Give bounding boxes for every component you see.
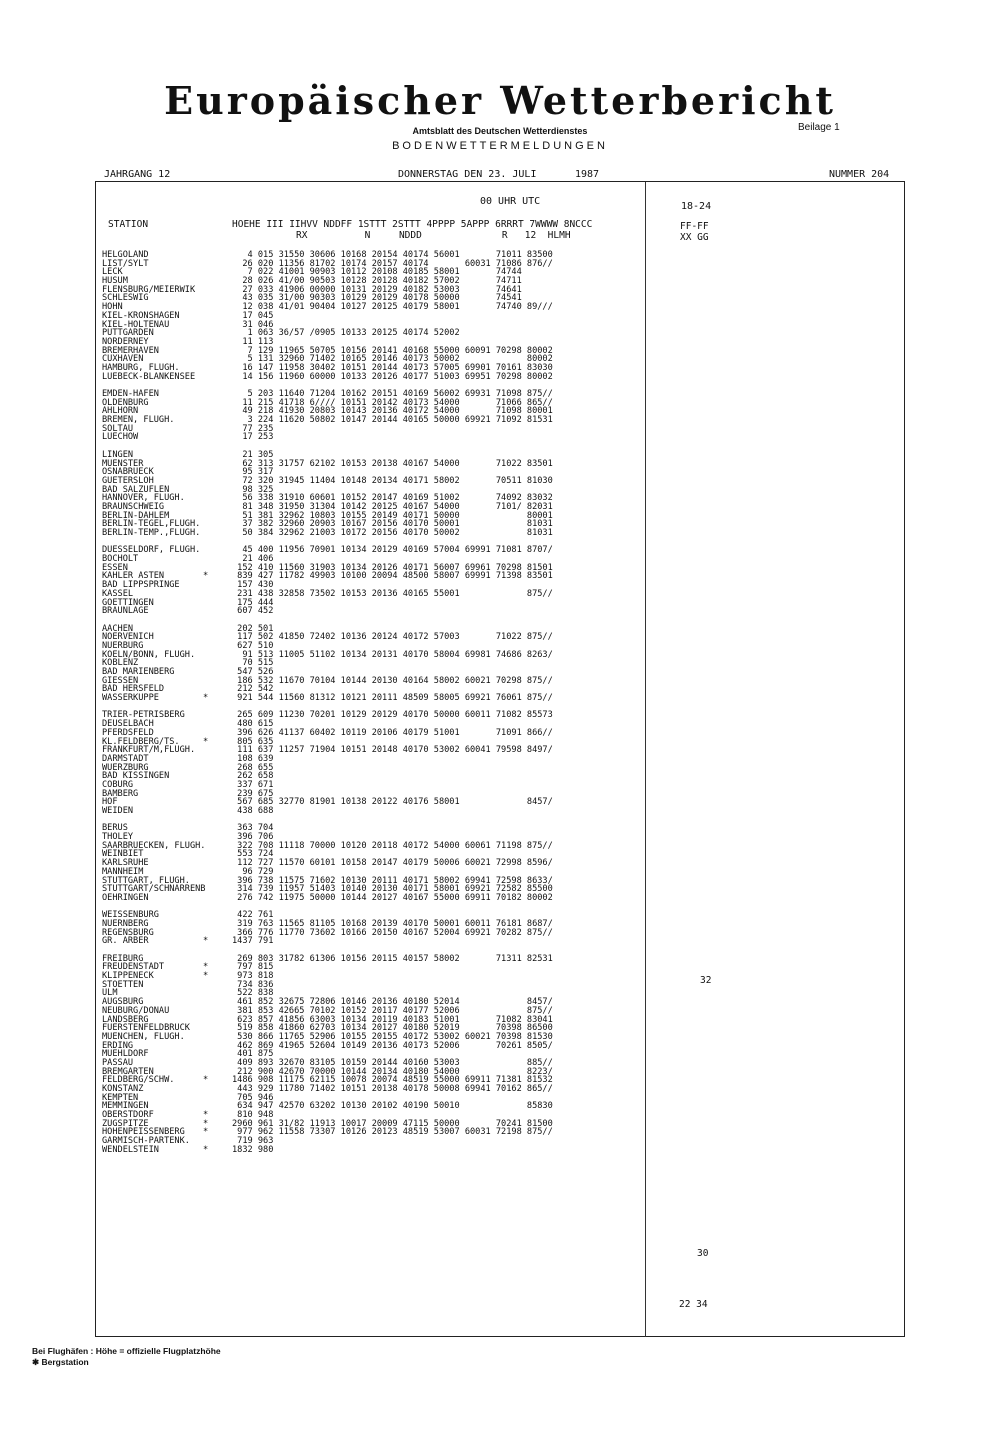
station-name: BOCHOLT [102, 554, 139, 565]
station-data: 239 675 [232, 788, 274, 799]
table-row [102, 807, 642, 816]
station-data: 12 038 41/01 90404 10127 20125 40179 58001 74740 89/// [232, 302, 553, 313]
code-header-line1: HOEHE III IIHVV NDDFF 1STTT 2STTT 4PPPP 5APPP 6RRRT 7WWWW 8NCCC [232, 219, 593, 230]
station-name: REGENSBURG [102, 927, 154, 938]
table-row [102, 937, 642, 946]
station-name: OBERSTDORF [102, 1110, 154, 1121]
table-row [102, 633, 642, 642]
station-data: 28 026 41/00 90503 10128 20128 40182 57002 74711 [232, 276, 522, 287]
station-name: FRANKFURT/M,FLUGH. [102, 745, 196, 756]
station-name: OLDENBURG [102, 397, 149, 408]
station-data: 422 761 [232, 910, 274, 921]
station-name: KASSEL [102, 588, 134, 599]
station-data: 21 406 [232, 554, 274, 565]
station-name: KL.FELDBERG/TS. [102, 736, 180, 747]
station-flag: * [203, 971, 209, 982]
station-name: GUETERSLOH [102, 475, 154, 486]
table-row [102, 416, 642, 425]
table-row [102, 711, 642, 720]
table-row [102, 477, 642, 486]
station-data: 45 400 11956 70901 10134 20129 40169 57004 69991 71081 8707/ [232, 545, 553, 556]
station-data: 17 045 [232, 310, 274, 321]
station-data: 77 235 [232, 423, 274, 434]
table-row [102, 1102, 642, 1111]
station-data: 37 382 32960 20903 10167 20156 40170 50001 81031 [232, 519, 553, 530]
table-row [102, 772, 642, 781]
station-name: PFERDSFELD [102, 727, 154, 738]
station-name: STUTTGART/SCHNARRENB [102, 884, 206, 895]
station-data: 1 063 36/57 /0905 10133 20125 40174 52002 [232, 328, 460, 339]
station-name: GR. ARBER [102, 936, 149, 947]
station-flag: * [203, 962, 209, 973]
station-name: BERLIN-TEGEL,FLUGH. [102, 519, 201, 530]
station-name: NORDERNEY [102, 336, 149, 347]
station-name: BREMGARTEN [102, 1066, 154, 1077]
station-data: 480 615 [232, 719, 274, 730]
station-name: KIEL-KRONSHAGEN [102, 310, 180, 321]
station-data: 50 384 32962 21003 10172 20156 40170 50002 81031 [232, 528, 553, 538]
station-name: DARMSTADT [102, 753, 149, 764]
report-date: DONNERSTAG DEN 23. JULI [398, 169, 537, 180]
station-name: BERLIN-DAHLEM [102, 510, 170, 521]
station-data: 443 929 11780 71402 10151 20138 40178 50008 69941 70162 865// [232, 1084, 553, 1094]
station-name: WEIDEN [102, 806, 134, 816]
station-name: FELDBERG/SCHW. [102, 1075, 175, 1086]
station-data: 314 739 11957 51403 10140 20130 40171 58001 69921 72582 85500 [232, 884, 553, 895]
station-data: 567 685 32770 81901 10138 20122 40176 58001 8457/ [232, 797, 553, 808]
table-row [102, 694, 642, 703]
station-name: KIEL-HOLTENAU [102, 319, 170, 330]
station-data: 322 708 11118 70000 10120 20118 40172 54000 60061 71198 875// [232, 840, 553, 851]
station-name: SOLTAU [102, 423, 134, 434]
station-data: 108 639 [232, 753, 274, 764]
station-data: 396 626 41137 60402 10119 20106 40179 51001 71091 866// [232, 727, 553, 738]
station-data: 31 046 [232, 319, 274, 330]
station-name: HOHN [102, 302, 123, 313]
station-data: 152 410 11560 31903 10134 20126 40171 56007 69961 70298 81501 [232, 562, 553, 573]
station-data: 973 818 [232, 971, 274, 982]
station-data: 96 729 [232, 866, 274, 877]
group-spacer [102, 442, 642, 451]
station-name: WEINBIET [102, 849, 144, 860]
station-data: 49 218 41930 20803 10143 20136 40172 54000 71098 80001 [232, 406, 553, 417]
table-row [102, 433, 642, 442]
station-data: 70 515 [232, 658, 274, 669]
station-data: 734 836 [232, 979, 274, 990]
station-data: 11 215 41718 6//// 10151 20142 40173 54000 71066 865// [232, 397, 553, 408]
table-row [102, 659, 642, 668]
station-name: HUSUM [102, 276, 128, 287]
station-name: PASSAU [102, 1057, 134, 1068]
station-name: BRAUNLAGE [102, 606, 149, 617]
station-data: 7 022 41001 90903 10112 20108 40185 58001 74744 [232, 267, 522, 278]
station-name: LECK [102, 267, 123, 278]
station-name: GARMISCH-PARTENK. [102, 1136, 190, 1147]
station-name: AACHEN [102, 623, 134, 634]
station-data: 810 948 [232, 1110, 274, 1121]
table-row [102, 1042, 642, 1051]
station-name: SAARBRUECKEN, FLUGH. [102, 840, 206, 851]
table-row [102, 746, 642, 755]
station-flag: * [203, 1075, 209, 1086]
station-data: 921 544 11560 81312 10121 20111 48509 58005 69921 76061 875// [232, 693, 553, 704]
station-name: KEMPTEN [102, 1092, 139, 1103]
right-note-3: 22 34 [679, 1299, 708, 1310]
station-name: TRIER-PETRISBERG [102, 710, 185, 721]
table-row [102, 963, 642, 972]
station-name: OSNABRUECK [102, 467, 154, 478]
station-data: 17 253 [232, 432, 274, 443]
station-name: NUERNBERG [102, 918, 149, 929]
station-name: ULM [102, 988, 118, 999]
report-year: 1987 [575, 169, 600, 180]
station-name: HAMBURG, FLUGH. [102, 362, 180, 373]
table-row [102, 798, 642, 807]
station-data: 409 893 32670 83105 10159 20144 40160 53003 885// [232, 1057, 553, 1068]
station-data: 11 113 [232, 336, 274, 347]
table-row [102, 894, 642, 903]
station-name: FUERSTENFELDBRUCK [102, 1023, 190, 1034]
station-data: 381 853 42665 70102 10152 20117 40177 52006 875// [232, 1005, 553, 1016]
station-data: 91 513 11005 51102 10134 20131 40170 58004 69981 74686 8263/ [232, 649, 553, 660]
code-header-line2: RX N NDDD R 12 HLMH [296, 230, 571, 241]
station-name: KLIPPENECK [102, 971, 154, 982]
station-name: OEHRINGEN [102, 892, 149, 903]
station-data: 95 317 [232, 467, 274, 478]
table-row [102, 425, 642, 434]
station-name: LUEBECK-BLANKENSEE [102, 371, 196, 382]
station-name: FREIBURG [102, 953, 144, 964]
station-data: 719 963 [232, 1136, 274, 1147]
table-row [102, 312, 642, 321]
table-row [102, 546, 642, 555]
table-row [102, 781, 642, 790]
station-data: 14 156 11960 60000 10133 20126 40177 51003 69951 70298 80002 [232, 371, 553, 382]
station-data: 212 900 42670 70000 10144 20134 40180 54000 8223/ [232, 1066, 553, 1077]
table-row [102, 1146, 642, 1155]
table-row [102, 572, 642, 581]
station-name: KOBLENZ [102, 658, 139, 669]
station-data: 607 452 [232, 606, 274, 617]
station-name: PUTTGARDEN [102, 328, 154, 339]
right-note-2: 30 [697, 1248, 709, 1259]
station-name: BAD HERSFELD [102, 684, 165, 695]
station-data: 157 430 [232, 580, 274, 591]
station-name: SCHLESWIG [102, 293, 149, 304]
footnote-mountain: ✱ Bergstation [32, 1357, 89, 1367]
table-row [102, 303, 642, 312]
station-data: 27 033 41906 00000 10131 20129 40182 53003 74641 [232, 284, 522, 295]
station-name: BERLIN-TEMP.,FLUGH. [102, 528, 201, 538]
station-flag: * [203, 1144, 209, 1155]
station-name: WENDELSTEIN [102, 1144, 159, 1155]
station-data: 461 852 32675 72806 10146 20136 40180 52014 8457/ [232, 997, 553, 1008]
station-data: 1437 791 [232, 936, 274, 947]
station-name: GOETTINGEN [102, 597, 154, 608]
station-name: FLENSBURG/MEIERWIK [102, 284, 196, 295]
station-name: MANNHEIM [102, 866, 144, 877]
station-name: ZUGSPITZE [102, 1118, 149, 1129]
station-data: 363 704 [232, 823, 274, 834]
station-data: 366 776 11770 73602 10166 20150 40167 52004 69921 70282 875// [232, 927, 553, 938]
station-name: LUECHOW [102, 432, 139, 443]
station-data: 522 838 [232, 988, 274, 999]
station-name: MUENCHEN, FLUGH. [102, 1031, 185, 1042]
station-data: 5 203 11640 71204 10162 20151 40169 56002 69931 71098 875// [232, 389, 553, 399]
table-row [102, 842, 642, 851]
station-data: 547 526 [232, 667, 274, 677]
station-data: 530 866 11765 52906 10155 20155 40172 53002 60021 70398 81530 [232, 1031, 553, 1042]
station-name: BAD LIPPSPRINGE [102, 580, 180, 591]
station-data: 276 742 11975 50000 10144 20127 40167 55000 69911 70182 80002 [232, 892, 553, 903]
station-table [102, 251, 642, 1155]
station-name: HANNOVER, FLUGH. [102, 493, 185, 504]
station-data: 1832 980 [232, 1144, 274, 1155]
station-name: BAMBERG [102, 788, 139, 799]
station-name: BRAUNSCHWEIG [102, 501, 165, 512]
station-name: BAD SALZUFLEN [102, 484, 170, 495]
station-data: 4 015 31550 30606 10168 20154 40174 56001 71011 83500 [232, 250, 553, 260]
station-name: BERUS [102, 823, 128, 834]
station-data: 111 637 11257 71904 10151 20148 40170 53002 60041 79598 8497/ [232, 745, 553, 756]
station-name: DEUSELBACH [102, 719, 154, 730]
station-name: NOERVENICH [102, 632, 154, 643]
station-flag: * [203, 1127, 209, 1138]
station-name: HELGOLAND [102, 250, 149, 260]
table-row [102, 607, 642, 616]
station-name: NUERBURG [102, 640, 144, 651]
utc-label: 00 UHR UTC [480, 196, 541, 207]
table-row [102, 859, 642, 868]
station-name: KAHLER ASTEN [102, 571, 165, 582]
station-data: 1486 908 11175 62115 10078 20074 48519 55000 69911 71381 81532 [232, 1075, 553, 1086]
station-flag: * [203, 693, 209, 704]
table-row [102, 651, 642, 660]
report-title: Europäischer Wetterbericht [164, 78, 836, 123]
station-name: NEUBURG/DONAU [102, 1005, 170, 1016]
group-spacer [102, 903, 642, 912]
station-name: MUENSTER [102, 458, 144, 469]
beilage-label: Beilage 1 [798, 122, 840, 133]
station-name: COBURG [102, 779, 134, 790]
station-name: STOETTEN [102, 979, 144, 990]
table-row [102, 929, 642, 938]
station-data: 186 532 11670 70104 10144 20130 40164 58002 60021 70298 875// [232, 675, 553, 686]
station-name: KARLSRUHE [102, 858, 149, 869]
station-flag: * [203, 571, 209, 582]
right-header-line1: FF-FF [680, 221, 709, 232]
station-name: BAD MARIENBERG [102, 667, 175, 677]
table-row [102, 824, 642, 833]
table-row [102, 955, 642, 964]
station-data: 202 501 [232, 623, 274, 634]
station-data: 634 947 42570 63202 10130 20102 40190 50010 85830 [232, 1101, 553, 1112]
table-row [102, 373, 642, 382]
station-data: 262 658 [232, 771, 274, 782]
table-row [102, 729, 642, 738]
station-data: 81 348 31950 31304 10142 20125 40167 54000 7101/ 82031 [232, 501, 553, 512]
station-data: 175 444 [232, 597, 274, 608]
station-name: AUGSBURG [102, 997, 144, 1008]
table-row [102, 1137, 642, 1146]
station-data: 2960 961 31/82 11913 10017 20009 47115 50000 70241 81500 [232, 1118, 553, 1129]
station-data: 977 962 11558 73307 10126 20123 48519 53007 60031 72198 875// [232, 1127, 553, 1138]
table-row [102, 755, 642, 764]
station-data: 319 763 11565 81105 10168 20139 40170 50001 60011 76181 8687/ [232, 918, 553, 929]
table-row [102, 529, 642, 538]
station-data: 839 427 11782 49903 10100 20094 48500 58007 69991 71398 83501 [232, 571, 553, 582]
station-name: MUEHLDORF [102, 1049, 149, 1060]
station-data: 797 815 [232, 962, 274, 973]
station-data: 98 325 [232, 484, 274, 495]
column-separator [645, 182, 646, 1337]
report-number: NUMMER 204 [829, 169, 890, 180]
station-data: 5 131 32960 71402 10165 20146 40173 50002 80002 [232, 354, 553, 365]
station-header: STATION [108, 219, 149, 230]
station-name: MEMMINGEN [102, 1101, 149, 1112]
station-data: 51 381 32962 10803 10155 20149 40171 50000 80001 [232, 510, 553, 521]
station-data: 43 035 31/00 90303 10129 20129 40178 50000 74541 [232, 293, 522, 304]
station-data: 396 706 [232, 832, 274, 843]
range-label: 18-24 [681, 201, 712, 212]
right-header-line2: XX GG [680, 232, 709, 243]
station-data: 438 688 [232, 806, 274, 816]
station-flag: * [203, 1118, 209, 1129]
station-name: WEISSENBURG [102, 910, 159, 921]
station-data: 268 655 [232, 762, 274, 773]
station-name: LIST/SYLT [102, 258, 149, 269]
station-name: WASSERKUPPE [102, 693, 159, 704]
station-flag: * [203, 1110, 209, 1121]
group-spacer [102, 816, 642, 825]
right-note-1: 32 [700, 975, 712, 986]
station-name: WUERZBURG [102, 762, 149, 773]
station-data: 62 313 31757 62102 10153 20138 40167 54000 71022 83501 [232, 458, 553, 469]
station-data: 7 129 11965 50705 10156 20141 40168 55000 60091 70298 80002 [232, 345, 553, 356]
jahrgang: JAHRGANG 12 [104, 169, 171, 180]
group-spacer [102, 616, 642, 625]
station-data: 337 671 [232, 779, 274, 790]
station-data: 212 542 [232, 684, 274, 695]
station-name: KOELN/BONN, FLUGH. [102, 649, 196, 660]
station-flag: * [203, 936, 209, 947]
station-name: GIESSEN [102, 675, 139, 686]
station-data: 265 609 11230 70201 10129 20129 40170 50000 60011 71082 85573 [232, 710, 553, 721]
station-name: EMDEN-HAFEN [102, 389, 159, 399]
station-data: 705 946 [232, 1092, 274, 1103]
table-row [102, 981, 642, 990]
station-name: BAD KISSINGEN [102, 771, 170, 782]
station-data: 462 869 41965 52604 10149 20136 40173 52006 70261 8505/ [232, 1040, 553, 1051]
table-row [102, 1085, 642, 1094]
report-section: BODENWETTERMELDUNGEN [392, 140, 608, 152]
station-name: THOLEY [102, 832, 134, 843]
station-data: 805 635 [232, 736, 274, 747]
station-name: CUXHAVEN [102, 354, 144, 365]
station-data: 553 724 [232, 849, 274, 860]
station-name: BREMEN, FLUGH. [102, 415, 175, 426]
station-name: AHLHORN [102, 406, 139, 417]
station-name: LANDSBERG [102, 1014, 149, 1025]
station-data: 401 875 [232, 1049, 274, 1060]
footnote-airport: Bei Flughäfen : Höhe = offizielle Flugplatzhöhe [32, 1346, 221, 1356]
table-row [102, 590, 642, 599]
station-flag: * [203, 736, 209, 747]
table-row [102, 972, 642, 981]
station-data: 21 305 [232, 449, 274, 460]
station-name: KONSTANZ [102, 1084, 144, 1094]
station-data: 16 147 11958 30402 10151 20144 40173 57005 69901 70161 83030 [232, 362, 553, 373]
station-data: 623 857 41856 63003 10134 20119 40183 51001 71082 83041 [232, 1014, 553, 1025]
station-data: 269 803 31782 61306 10156 20115 40157 58002 71311 82531 [232, 953, 553, 964]
station-data: 519 858 41860 62703 10134 20127 40180 52019 70398 86500 [232, 1023, 553, 1034]
station-name: DUESSELDORF, FLUGH. [102, 545, 201, 556]
table-row [102, 460, 642, 469]
station-name: ERDING [102, 1040, 134, 1051]
report-subtitle: Amtsblatt des Deutschen Wetterdienstes [412, 126, 588, 136]
table-row [102, 764, 642, 773]
station-data: 396 738 11575 71602 10130 20111 40171 58002 69941 72598 8633/ [232, 875, 553, 886]
table-row [102, 329, 642, 338]
station-name: LINGEN [102, 449, 134, 460]
station-data: 112 727 11570 60101 10158 20147 40179 50006 60021 72998 8596/ [232, 858, 553, 869]
station-data: 72 320 31945 11404 10148 20134 40171 58002 70511 81030 [232, 475, 553, 486]
station-data: 231 438 32858 73502 10153 20136 40165 55001 875// [232, 588, 553, 599]
station-name: BREMERHAVEN [102, 345, 159, 356]
station-name: FREUDENSTADT [102, 962, 165, 973]
station-data: 627 510 [232, 640, 274, 651]
station-name: HOHENPEISSENBERG [102, 1127, 185, 1138]
table-row [102, 677, 642, 686]
station-data: 117 502 41850 72402 10136 20124 40172 57003 71022 875// [232, 632, 553, 643]
station-name: ESSEN [102, 562, 128, 573]
station-name: STUTTGART, FLUGH. [102, 875, 190, 886]
station-data: 56 338 31910 60601 10152 20147 40169 51002 74092 83032 [232, 493, 553, 504]
station-data: 3 224 11620 50802 10147 20144 40165 50000 69921 71092 81531 [232, 415, 553, 426]
table-row [102, 599, 642, 608]
station-data: 26 020 11356 81702 10174 20157 40174 60031 71086 876// [232, 258, 553, 269]
station-name: HOF [102, 797, 118, 808]
